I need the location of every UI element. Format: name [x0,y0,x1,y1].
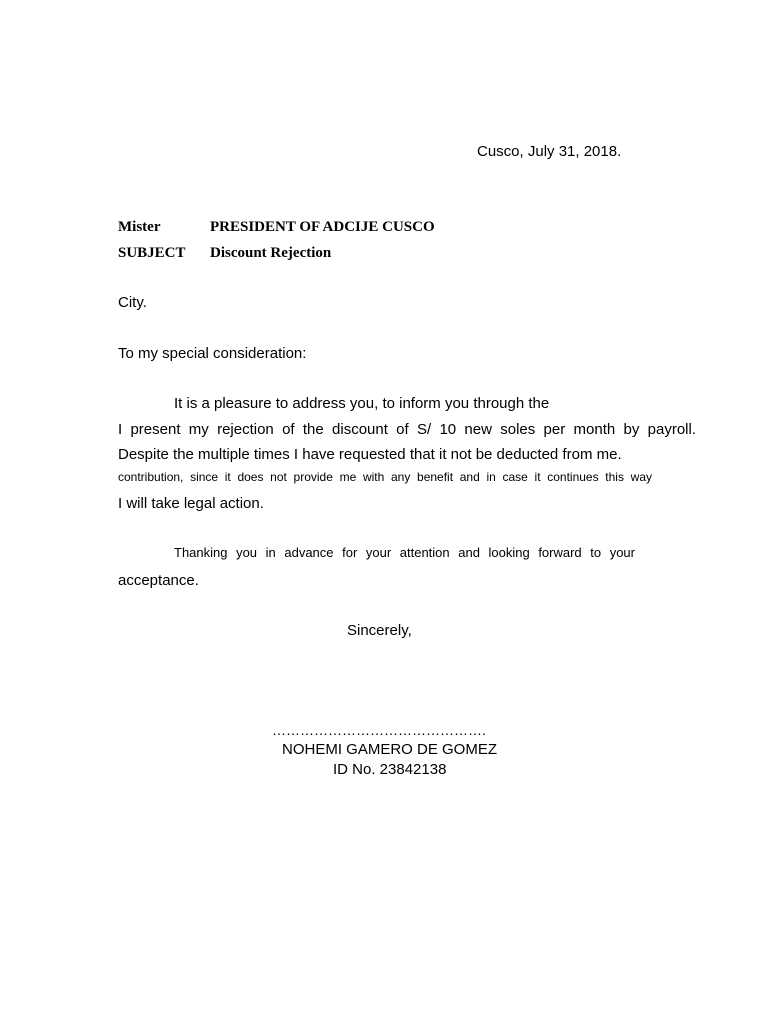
thanks-line-2: acceptance. [118,572,199,589]
letter-date: Cusco, July 31, 2018. [477,143,622,160]
subject-value: Discount Rejection [210,245,332,261]
body-line-3: Despite the multiple times I have requested that it not be deducted from me. [118,446,622,463]
body-line-4: contribution, since it does not provide me with any benefit and in case it continues this way [118,470,652,484]
body-line-2: I present my rejection of the discount of S/ 10 new soles per month by payroll. [118,421,696,438]
thanks-line-1: Thanking you in advance for your attention and looking forward to your [174,545,635,560]
body-line-5: I will take legal action. [118,495,264,512]
closing: Sincerely, [347,622,412,639]
signer-id: ID No. 23842138 [333,761,447,778]
body-line-1: It is a pleasure to address you, to inform you through the [174,395,550,412]
signature-line: ………………………………………. [272,722,486,738]
recipient-label: Mister [118,219,161,235]
signer-name: NOHEMI GAMERO DE GOMEZ [282,741,498,758]
city-line: City. [118,294,147,311]
subject-label: SUBJECT [118,245,186,261]
recipient-value: PRESIDENT OF ADCIJE CUSCO [210,219,435,235]
salutation: To my special consideration: [118,345,307,362]
